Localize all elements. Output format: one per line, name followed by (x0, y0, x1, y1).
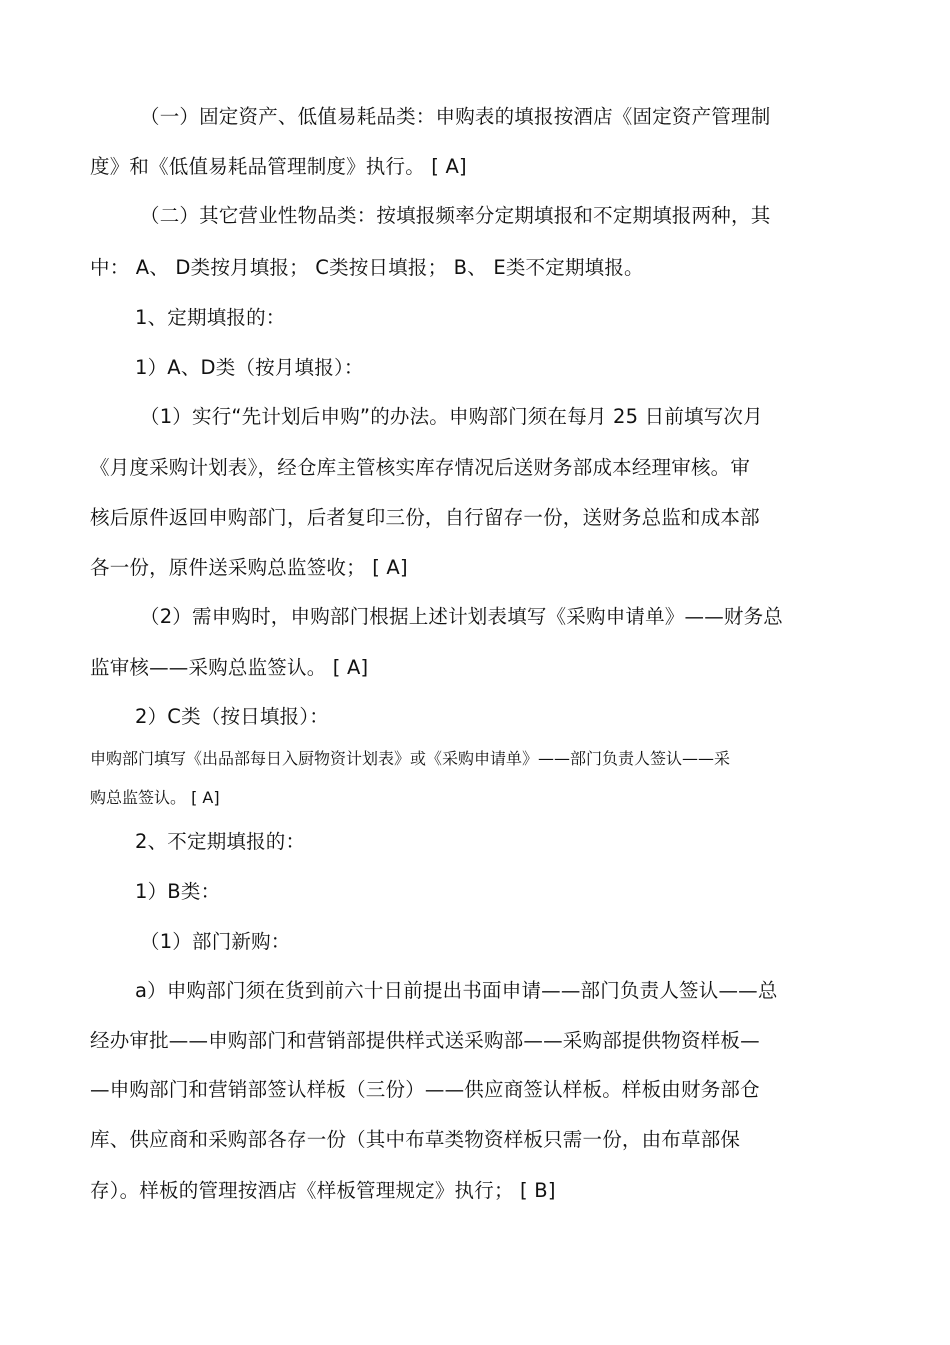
paragraph-line-21: —申购部门和营销部签认样板（三份）——供应商签认样板。样板由财务部仓 (90, 1078, 760, 1101)
paragraph-line-9: 核后原件返回申购部门，后者复印三份，自行留存一份，送财务总监和成本部 (90, 506, 760, 529)
paragraph-line-2: 度》和《低值易耗品管理制度》执行。 [ A] (90, 155, 467, 178)
subsection-heading-b: 1）B类： (135, 880, 221, 903)
paragraph-line-15: 购总监签认。 [ A] (90, 788, 220, 807)
paragraph-line-23: 存）。样板的管理按酒店《样板管理规定》执行； [ B] (90, 1179, 556, 1202)
paragraph-line-20: 经办审批——申购部门和营销部提供样式送采购部——采购部提供物资样板— (90, 1029, 760, 1052)
section-heading-2: 2、不定期填报的： (135, 830, 306, 853)
paragraph-line-7: （1）实行“先计划后申购”的办法。申购部门须在每月 25 日前填写次月 (140, 405, 763, 428)
paragraph-line-11: （2）需申购时，申购部门根据上述计划表填写《采购申请单》——财务总 (140, 605, 784, 628)
paragraph-line-1: （一）固定资产、低值易耗品类：申购表的填报按酒店《固定资产管理制 (140, 105, 771, 128)
subsection-heading-ad: 1）A、D类（按月填报）： (135, 356, 364, 379)
paragraph-line-8: 《月度采购计划表》，经仓库主管核实库存情况后送财务部成本经理审核。审 (90, 456, 751, 479)
paragraph-line-19: a）申购部门须在货到前六十日前提出书面申请——部门负责人签认——总 (135, 979, 778, 1002)
section-heading-1: 1、定期填报的： (135, 306, 286, 329)
paragraph-line-12: 监审核——采购总监签认。 [ A] (90, 656, 369, 679)
paragraph-line-22: 库、供应商和采购部各存一份（其中布草类物资样板只需一份，由布草部保 (90, 1128, 741, 1151)
item-heading-new-purchase: （1）部门新购： (140, 930, 291, 953)
paragraph-line-3: （二）其它营业性物品类：按填报频率分定期填报和不定期填报两种，其 (140, 204, 771, 227)
paragraph-line-10: 各一份，原件送采购总监签收； [ A] (90, 556, 408, 579)
subsection-heading-c: 2）C类（按日填报）： (135, 705, 329, 728)
paragraph-line-14: 申购部门填写《出品部每日入厨物资计划表》或《采购申请单》——部门负责人签认——采 (90, 749, 731, 768)
paragraph-line-4: 中： A、 D类按月填报； C类按日填报； B、 E类不定期填报。 (90, 256, 644, 279)
